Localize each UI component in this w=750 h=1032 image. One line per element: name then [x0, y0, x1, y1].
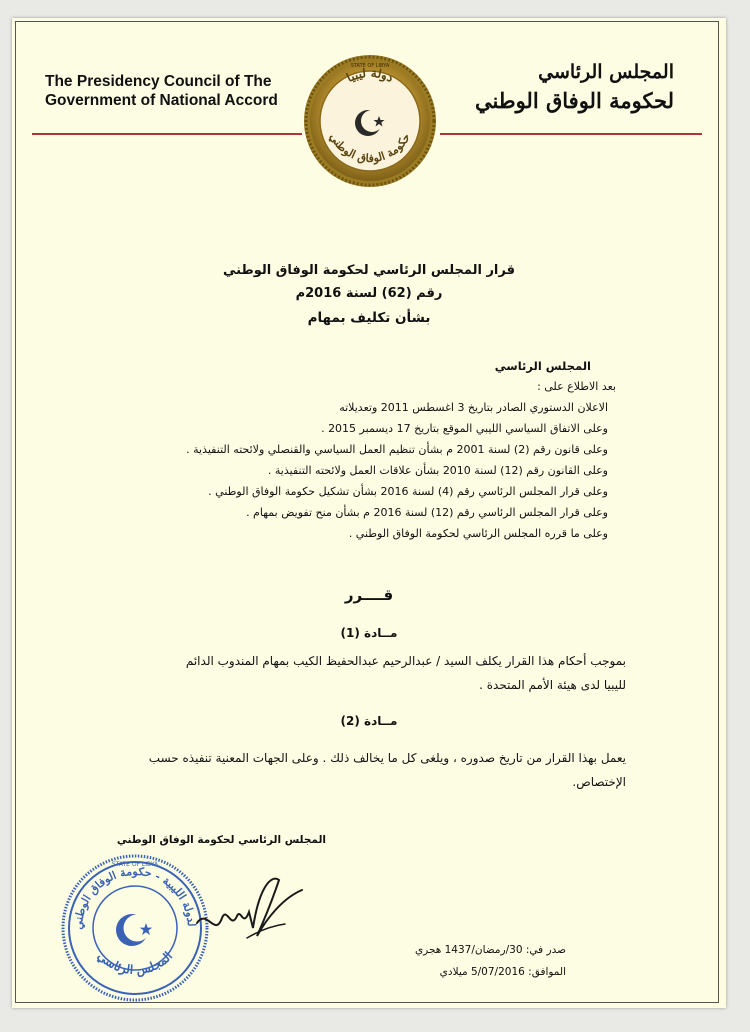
preamble-item: وعلى قانون رقم (2) لسنة 2001 م بشأن تنظيم العمل السياسي والقنصلي ولائحته التنفيذية . [186, 443, 608, 456]
decree-title: قرار المجلس الرئاسي لحكومة الوفاق الوطني [223, 263, 515, 278]
stamp-crescent-star-icon [116, 914, 152, 946]
gold-seal-emblem [302, 53, 438, 189]
decision-heading: قــــرر [344, 586, 394, 604]
handwritten-signature [187, 868, 317, 958]
stamp-bottom-text: المجلس الرئاسي [94, 948, 176, 978]
article2-heading: مــادة (2) [340, 714, 398, 728]
article1-heading: مــادة (1) [340, 626, 398, 640]
stamp-top-text: لدولة الليبية - حكومة الوفاق الوطني [71, 864, 198, 930]
document-page [12, 18, 726, 1008]
preamble-item: وعلى القانون رقم (12) لسنة 2010 بشأن علاقات العمل ولائحته التنفيذية . [267, 464, 608, 477]
preamble-heading: المجلس الرئاسي [494, 359, 591, 373]
preamble-item: وعلى قرار المجلس الرئاسي رقم (4) لسنة 2016 بشأن تشكيل حكومة الوفاق الوطني . [208, 485, 608, 498]
preamble-item: الاعلان الدستوري الصادر بتاريخ 3 اغسطس 2011 وتعديلاته [339, 401, 608, 414]
header-english-line1: The Presidency Council of The [45, 73, 272, 90]
seal-top-text: دولة ليبيا [344, 65, 396, 85]
header-arabic-line1: المجلس الرئاسي [538, 61, 674, 83]
seal-bottom-text: حكومة الوفاق الوطني [327, 131, 413, 165]
header-arabic-line2: لحكومة الوفاق الوطني [475, 88, 674, 113]
svg-text:المجلس الرئاسي [94, 949, 175, 979]
article2-line2: الإختصاص. [572, 775, 626, 789]
header-rule-right [440, 133, 702, 135]
stamp-latin-text: STATE OF LIBYA [111, 861, 159, 868]
article1-line2: لليبيا لدى هيئة الأمم المتحدة . [479, 678, 626, 692]
preamble-item: وعلى ما قرره المجلس الرئاسي لحكومة الوفاق الوطني . [348, 527, 608, 540]
preamble-item: وعلى الاتفاق السياسي الليبي الموقع بتاريخ 17 ديسمبر 2015 . [321, 422, 608, 435]
issue-date-gregorian: الموافق: 5/07/2016 ميلادي [439, 966, 566, 978]
preamble-intro: بعد الاطلاع على : [537, 380, 616, 393]
article1-line1: بموجب أحكام هذا القرار يكلف السيد / عبدالرحيم عبدالحفيظ الكيب بمهام المندوب الدائم [185, 654, 626, 668]
header-english-line2: Government of National Accord [45, 92, 278, 109]
article2-line1: يعمل بهذا القرار من تاريخ صدوره ، ويلغى كل ما يخالف ذلك . وعلى الجهات المعنية تنفيذه حسب [148, 751, 626, 765]
issue-date-hijri: صدر في: 30/رمضان/1437 هجري [414, 944, 566, 956]
decree-number: رقم (62) لسنة 2016م [295, 286, 443, 301]
signature-label: المجلس الرئاسي لحكومة الوفاق الوطني [116, 834, 326, 846]
preamble-item: وعلى قرار المجلس الرئاسي رقم (12) لسنة 2016 م بشأن منح تفويض بمهام . [246, 506, 608, 519]
decree-subject: بشأن تكليف بمهام [307, 310, 431, 326]
header-rule-left [32, 133, 302, 135]
seal-latin-text: STATE OF LIBYA [350, 63, 390, 69]
